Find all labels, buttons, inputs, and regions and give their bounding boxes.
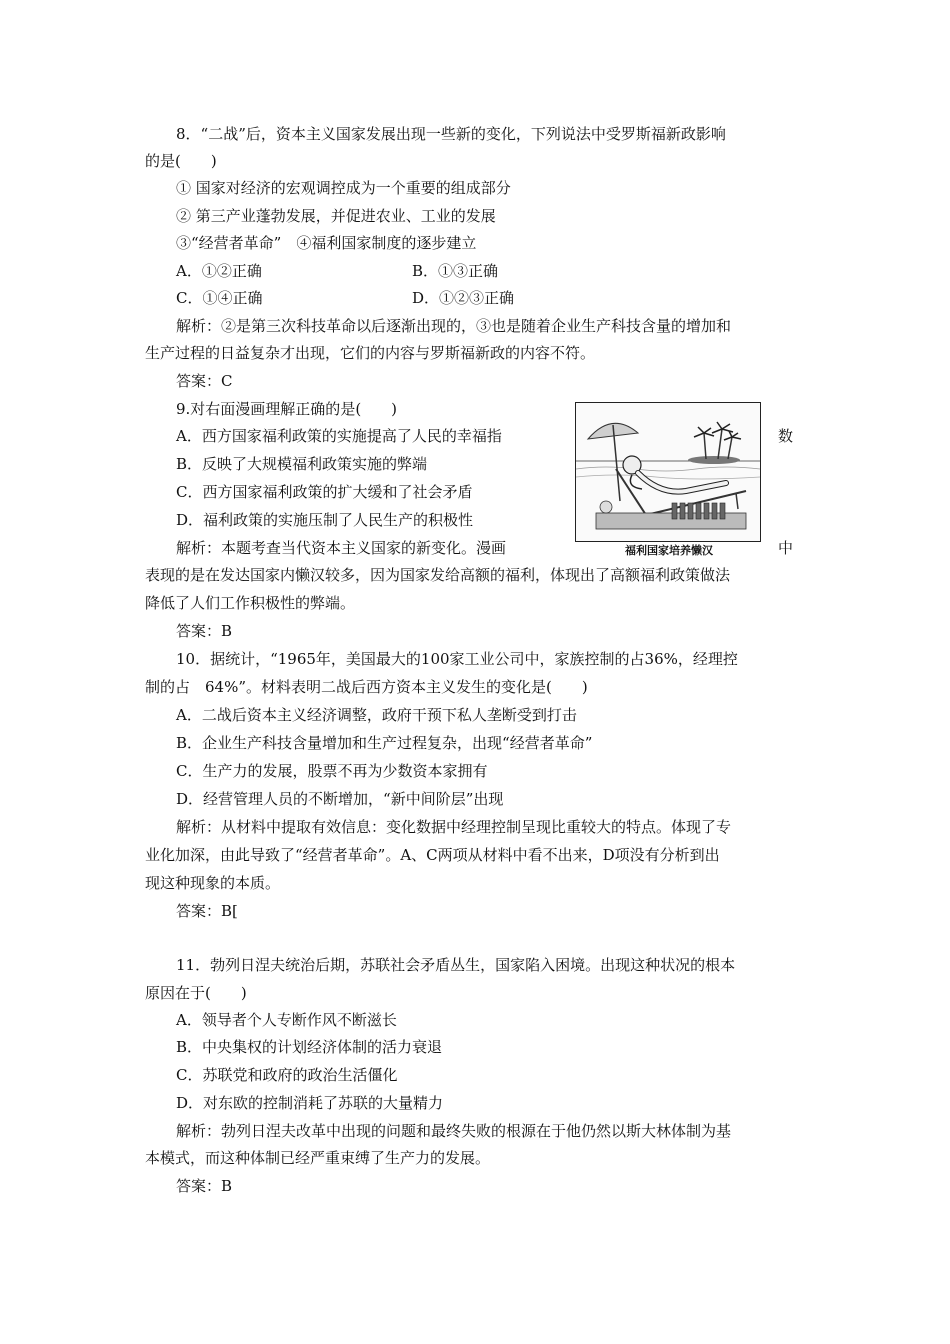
q9-analysis-line2: 表现的是在发达国家内懒汉较多，因为国家发给高额的福利，体现出了高额福利政策做法 — [145, 566, 731, 584]
q9-answer: 答案：B — [176, 622, 233, 640]
q8-option-c: C．①④正确 — [176, 289, 263, 307]
q11-answer: 答案：B — [176, 1177, 233, 1195]
q10-stem-line1: 10．据统计，“1965年，美国最大的100家工业公司中，家族控制的占36%，经理控 — [176, 650, 738, 668]
q8-analysis-line1: 解析：②是第三次科技革命以后逐渐出现的，③也是随着企业生产科技含量的增加和 — [176, 317, 732, 335]
q8-answer: 答案：C — [176, 372, 233, 390]
q11-option-a: A．领导者个人专断作风不断滋长 — [176, 1011, 397, 1029]
beach-lounger-illustration — [576, 403, 760, 541]
welfare-cartoon-figure — [575, 402, 763, 562]
q8-option-d: D．①②③正确 — [412, 289, 515, 307]
q9-option-d: D．福利政策的实施压制了人民生产的积极性 — [176, 511, 474, 529]
q9-stem: 9.对右面漫画理解正确的是( ) — [176, 400, 398, 418]
q8-analysis-line2: 生产过程的日益复杂才出现，它们的内容与罗斯福新政的内容不符。 — [145, 344, 596, 362]
q8-stem-line2: 的是( ) — [145, 152, 217, 170]
q9-analysis-line1-tail: 中 — [778, 539, 794, 557]
q9-option-a: A．西方国家福利政策的实施提高了人民的幸福指 — [176, 427, 502, 445]
q10-answer: 答案：B[ — [176, 902, 238, 920]
q11-option-c: C．苏联党和政府的政治生活僵化 — [176, 1066, 398, 1084]
q9-analysis-line3: 降低了人们工作积极性的弊端。 — [145, 594, 356, 612]
q11-stem-line2: 原因在于( ) — [145, 984, 247, 1002]
q9-option-b: B．反映了大规模福利政策实施的弊端 — [176, 455, 428, 473]
q8-option-a: A．①②正确 — [176, 262, 262, 280]
q10-option-b: B．企业生产科技含量增加和生产过程复杂，出现“经营者革命” — [176, 734, 593, 752]
q10-analysis-line3: 现这种现象的本质。 — [145, 874, 281, 892]
q10-analysis-line1: 解析：从材料中提取有效信息：变化数据中经理控制呈现比重较大的特点。体现了专 — [176, 818, 732, 836]
q11-option-d: D．对东欧的控制消耗了苏联的大量精力 — [176, 1094, 444, 1112]
q10-analysis-line2: 业化加深，由此导致了“经营者革命”。A、C两项从材料中看不出来，D项没有分析到出 — [145, 846, 720, 864]
cartoon-image — [575, 402, 761, 542]
q8-option-b: B．①③正确 — [412, 262, 499, 280]
q10-option-d: D．经营管理人员的不断增加，“新中间阶层”出现 — [176, 790, 504, 808]
cartoon-caption: 福利国家培养懒汉 — [625, 544, 713, 557]
q9-option-c: C．西方国家福利政策的扩大缓和了社会矛盾 — [176, 483, 473, 501]
q11-analysis-line1: 解析：勃列日涅夫改革中出现的问题和最终失败的根源在于他仍然以斯大林体制为基 — [176, 1122, 732, 1140]
q8-item2: ② 第三产业蓬勃发展，并促进农业、工业的发展 — [176, 207, 496, 225]
q10-option-c: C．生产力的发展，股票不再为少数资本家拥有 — [176, 762, 488, 780]
q8-stem-line1: 8．“二战”后，资本主义国家发展出现一些新的变化，下列说法中受罗斯福新政影响 — [176, 125, 726, 143]
q9-option-a-tail: 数 — [778, 427, 794, 445]
q8-item1: ① 国家对经济的宏观调控成为一个重要的组成部分 — [176, 179, 511, 197]
q8-item34: ③“经营者革命” ④福利国家制度的逐步建立 — [176, 234, 477, 252]
q11-stem-line1: 11．勃列日涅夫统治后期，苏联社会矛盾丛生，国家陷入困境。出现这种状况的根本 — [176, 956, 736, 974]
q11-analysis-line2: 本模式，而这种体制已经严重束缚了生产力的发展。 — [145, 1149, 491, 1167]
q10-option-a: A．二战后资本主义经济调整，政府干预下私人垄断受到打击 — [176, 706, 577, 724]
q10-stem-line2: 制的占 64%”。材料表明二战后西方资本主义发生的变化是( ) — [145, 678, 588, 696]
q11-option-b: B．中央集权的计划经济体制的活力衰退 — [176, 1038, 443, 1056]
q9-analysis-line1: 解析：本题考查当代资本主义国家的新变化。漫画 — [176, 539, 507, 557]
